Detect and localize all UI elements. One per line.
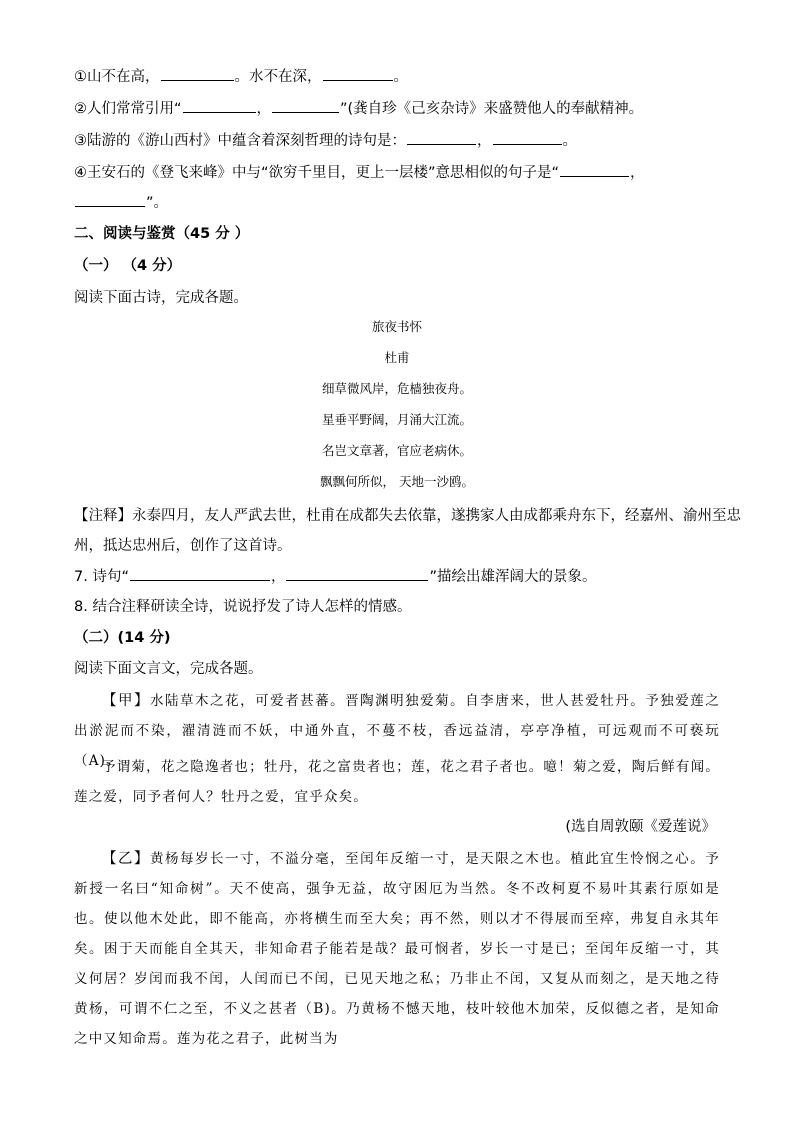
q2-text-c: ”(龚自珍《己亥杂诗》来盛赞他人的奉献精神。 (340, 101, 644, 117)
q3-text-b: ， (477, 133, 492, 149)
part1-heading: （一） （4 分） (74, 258, 182, 274)
poem-line: 飘飘何所似， 天地一沙鸥。 (320, 474, 474, 489)
q7-text-a: 7. 诗句“ (74, 569, 129, 585)
poem-line: 星垂平野阔，月涌大江流。 (321, 412, 472, 427)
fill-blank-q4-cont (74, 192, 168, 213)
q1-text-c: 。 (393, 69, 408, 85)
q7-text-b: ， (270, 569, 286, 585)
answer-blank[interactable] (161, 66, 234, 81)
fill-blank-q1 (74, 66, 408, 87)
q4-text-c: ”。 (146, 195, 169, 211)
poem-title: 旅夜书怀 (371, 319, 422, 334)
note-line: 【注释】永泰四月，友人严武去世，杜甫在成都失去依靠，遂携家人由成都乘舟东下，经嘉州、渝州至忠 (74, 508, 741, 524)
fill-blank-q4 (74, 162, 645, 183)
q2-text-a: ②人们常常引用“ (74, 101, 182, 117)
q1-text-b: 。水不在深， (234, 69, 322, 85)
q4-text-b: ， (630, 165, 645, 181)
passage-jia-p2: 予谓菊，花之隐逸者也；牡丹，花之富贵者也；莲，花之君子者也。噫！菊之爱，陶后鲜有闻。莲之爱，同予者何人？牡丹之爱，宜乎众矣。 (74, 759, 720, 805)
answer-blank[interactable] (493, 130, 562, 145)
passage-source: (选自周敦颐《爱莲说》 (565, 819, 716, 835)
q3-text-c: 。 (562, 133, 577, 149)
q3-text-a: ③陆游的《游山西村》中蕴含着深刻哲理的诗句是： (74, 133, 406, 149)
poem-line: 名岂文章著，官应老病休。 (321, 443, 472, 458)
jia-text-p1: 水陆草木之花，可爱者甚蕃。晋陶渊明独爱菊。自李唐来，世人甚爱牡丹。予独爱莲之出淤泥而不染，濯清涟而不妖，中通外直，不蔓不枝，香远益清，亭亭净植，可远观而不可亵玩（A)。 (74, 693, 720, 769)
question-7 (74, 566, 596, 587)
passage-yi (74, 844, 720, 1054)
question-8: 8. 结合注释研读全诗，说说抒发了诗人怎样的情感。 (74, 599, 412, 615)
note-line: 州，抵达忠州后，创作了这首诗。 (74, 538, 292, 554)
jia-label: 【甲】 (102, 693, 151, 709)
answer-blank[interactable] (560, 162, 629, 177)
answer-blank[interactable] (183, 98, 256, 113)
section-heading: 二、阅读与鉴赏（45 分 ） (74, 226, 250, 242)
answer-blank[interactable] (286, 566, 428, 581)
poem-author: 杜甫 (384, 350, 410, 365)
part2-instruction: 阅读下面文言文，完成各题。 (74, 661, 263, 677)
answer-blank[interactable] (272, 98, 339, 113)
answer-blank[interactable] (323, 66, 393, 81)
poem-line: 细草微风岸，危樯独夜舟。 (321, 381, 472, 396)
q2-text-b: ， (256, 101, 272, 117)
yi-text: 黄杨每岁长一寸，不溢分毫，至闰年反缩一寸，是天限之木也。植此宜生怜悯之心。予新授一名曰“知命树”。天不使高，强争无益，故守困厄为当然。冬不改柯夏不易叶其素行原如是也。使以他木处此，即不能高，亦将横生而至大矣；再不然，则以才不得展而至瘁，弗复自永其年矣。困于天而能自全其天，非知命君子能若是哉？最可悯者，岁长一寸是已；至闰年反缩一寸，其义何居？岁闰而我不闰，人闰而已不闰，已见天地之私；乃非止不闰，又复从而刻之，是天地之待黄杨，可谓不仁之至，不义之甚者（B)。乃黄杨不憾天地，枝叶较他木加荣，反似德之者，是知命之中又知命焉。莲为花之君子，此树当为 (74, 851, 720, 1047)
part1-instruction: 阅读下面古诗，完成各题。 (74, 290, 248, 306)
q1-text-a: ①山不在高， (74, 69, 160, 85)
q4-text-a: ④王安石的《登飞来峰》中与“欲穷千里目，更上一层楼”意思相似的句子是“ (74, 165, 560, 181)
part2-heading: （二）(14 分) (74, 630, 171, 646)
answer-blank[interactable] (130, 566, 270, 581)
fill-blank-q2 (74, 98, 643, 119)
answer-blank[interactable] (75, 192, 145, 207)
q7-text-c: ”描绘出雄浑阔大的景象。 (429, 569, 597, 585)
answer-blank[interactable] (407, 130, 476, 145)
fill-blank-q3 (74, 130, 577, 151)
yi-label: 【乙】 (102, 851, 151, 867)
